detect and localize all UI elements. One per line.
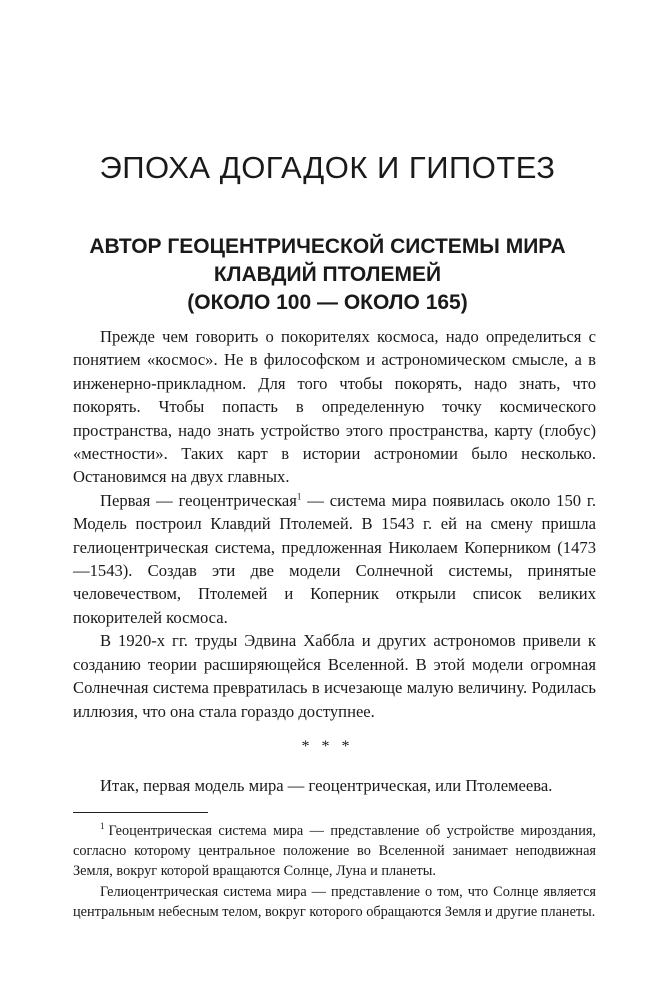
footnote-1 <box>73 822 596 881</box>
part-title: ЭПОХА ДОГАДОК И ГИПОТЕЗ <box>99 150 556 185</box>
chapter-title-line-1: АВТОР ГЕОЦЕНТРИЧЕСКОЙ СИСТЕМЫ МИРА <box>89 235 566 258</box>
chapter-title-line-3: (ОКОЛО 100 — ОКОЛО 165) <box>187 291 468 314</box>
chapter-title <box>0 233 655 317</box>
body-text <box>73 325 596 723</box>
paragraph-2-rest: — система мира появилась около 150 г. Модель построил Клавдий Птолемей. В 1543 г. ей на смену пришла гелиоцентрическая система, предложенная Николаем Коперником (1473—1543). Создав эти две модели Солнечной системы, принятые человечеством, Птолемей и Коперник открыли список великих покорителей космоса. <box>73 490 596 627</box>
paragraph-3: В 1920-х гг. труды Эдвина Хаббла и других астрономов привели к созданию теории расширяющейся Вселенной. В этой модели огромная Солнечная система превратилась в исчезающе малую величину. Родилась иллюзия, что она стала гораздо доступнее. <box>73 631 596 721</box>
paragraph-2-start: Первая — геоцентрическая <box>100 490 297 510</box>
footnote-number: 1 <box>100 821 105 832</box>
footnotes <box>73 822 596 923</box>
section-separator: * * * <box>301 738 354 755</box>
closing-paragraph: Итак, первая модель мира — геоцентрическая, или Птолемеева. <box>100 776 553 795</box>
footnote-1-text: Геоцентрическая система мира — представление об устройстве мироздания, согласно которому центральное положение во Вселенной занимает неподвижная Земля, вокруг которой вращаются Солнце, Луна и планеты. <box>73 823 596 879</box>
paragraph-2 <box>73 489 596 629</box>
chapter-title-line-2: КЛАВДИЙ ПТОЛЕМЕЙ <box>213 263 442 286</box>
footnote-1-continuation: Гелиоцентрическая система мира — представление о том, что Солнце является центральным небесным телом, вокруг которого обращаются Земля и другие планеты. <box>73 884 596 921</box>
paragraph-1: Прежде чем говорить о покорителях космоса, надо определиться с понятием «космос». Не в философском и астрономическом смысле, а в инженерно-прикладном. Для того чтобы покорять, надо знать, что покорять. Чтобы попасть в определенную точку космического пространства, надо знать устройство этого пространства, карту (глобус) «местности». Таких карт в истории астрономии было несколько. Остановимся на двух главных. <box>73 327 596 487</box>
footnote-rule <box>73 812 208 813</box>
footnote-reference: 1 <box>296 491 302 502</box>
